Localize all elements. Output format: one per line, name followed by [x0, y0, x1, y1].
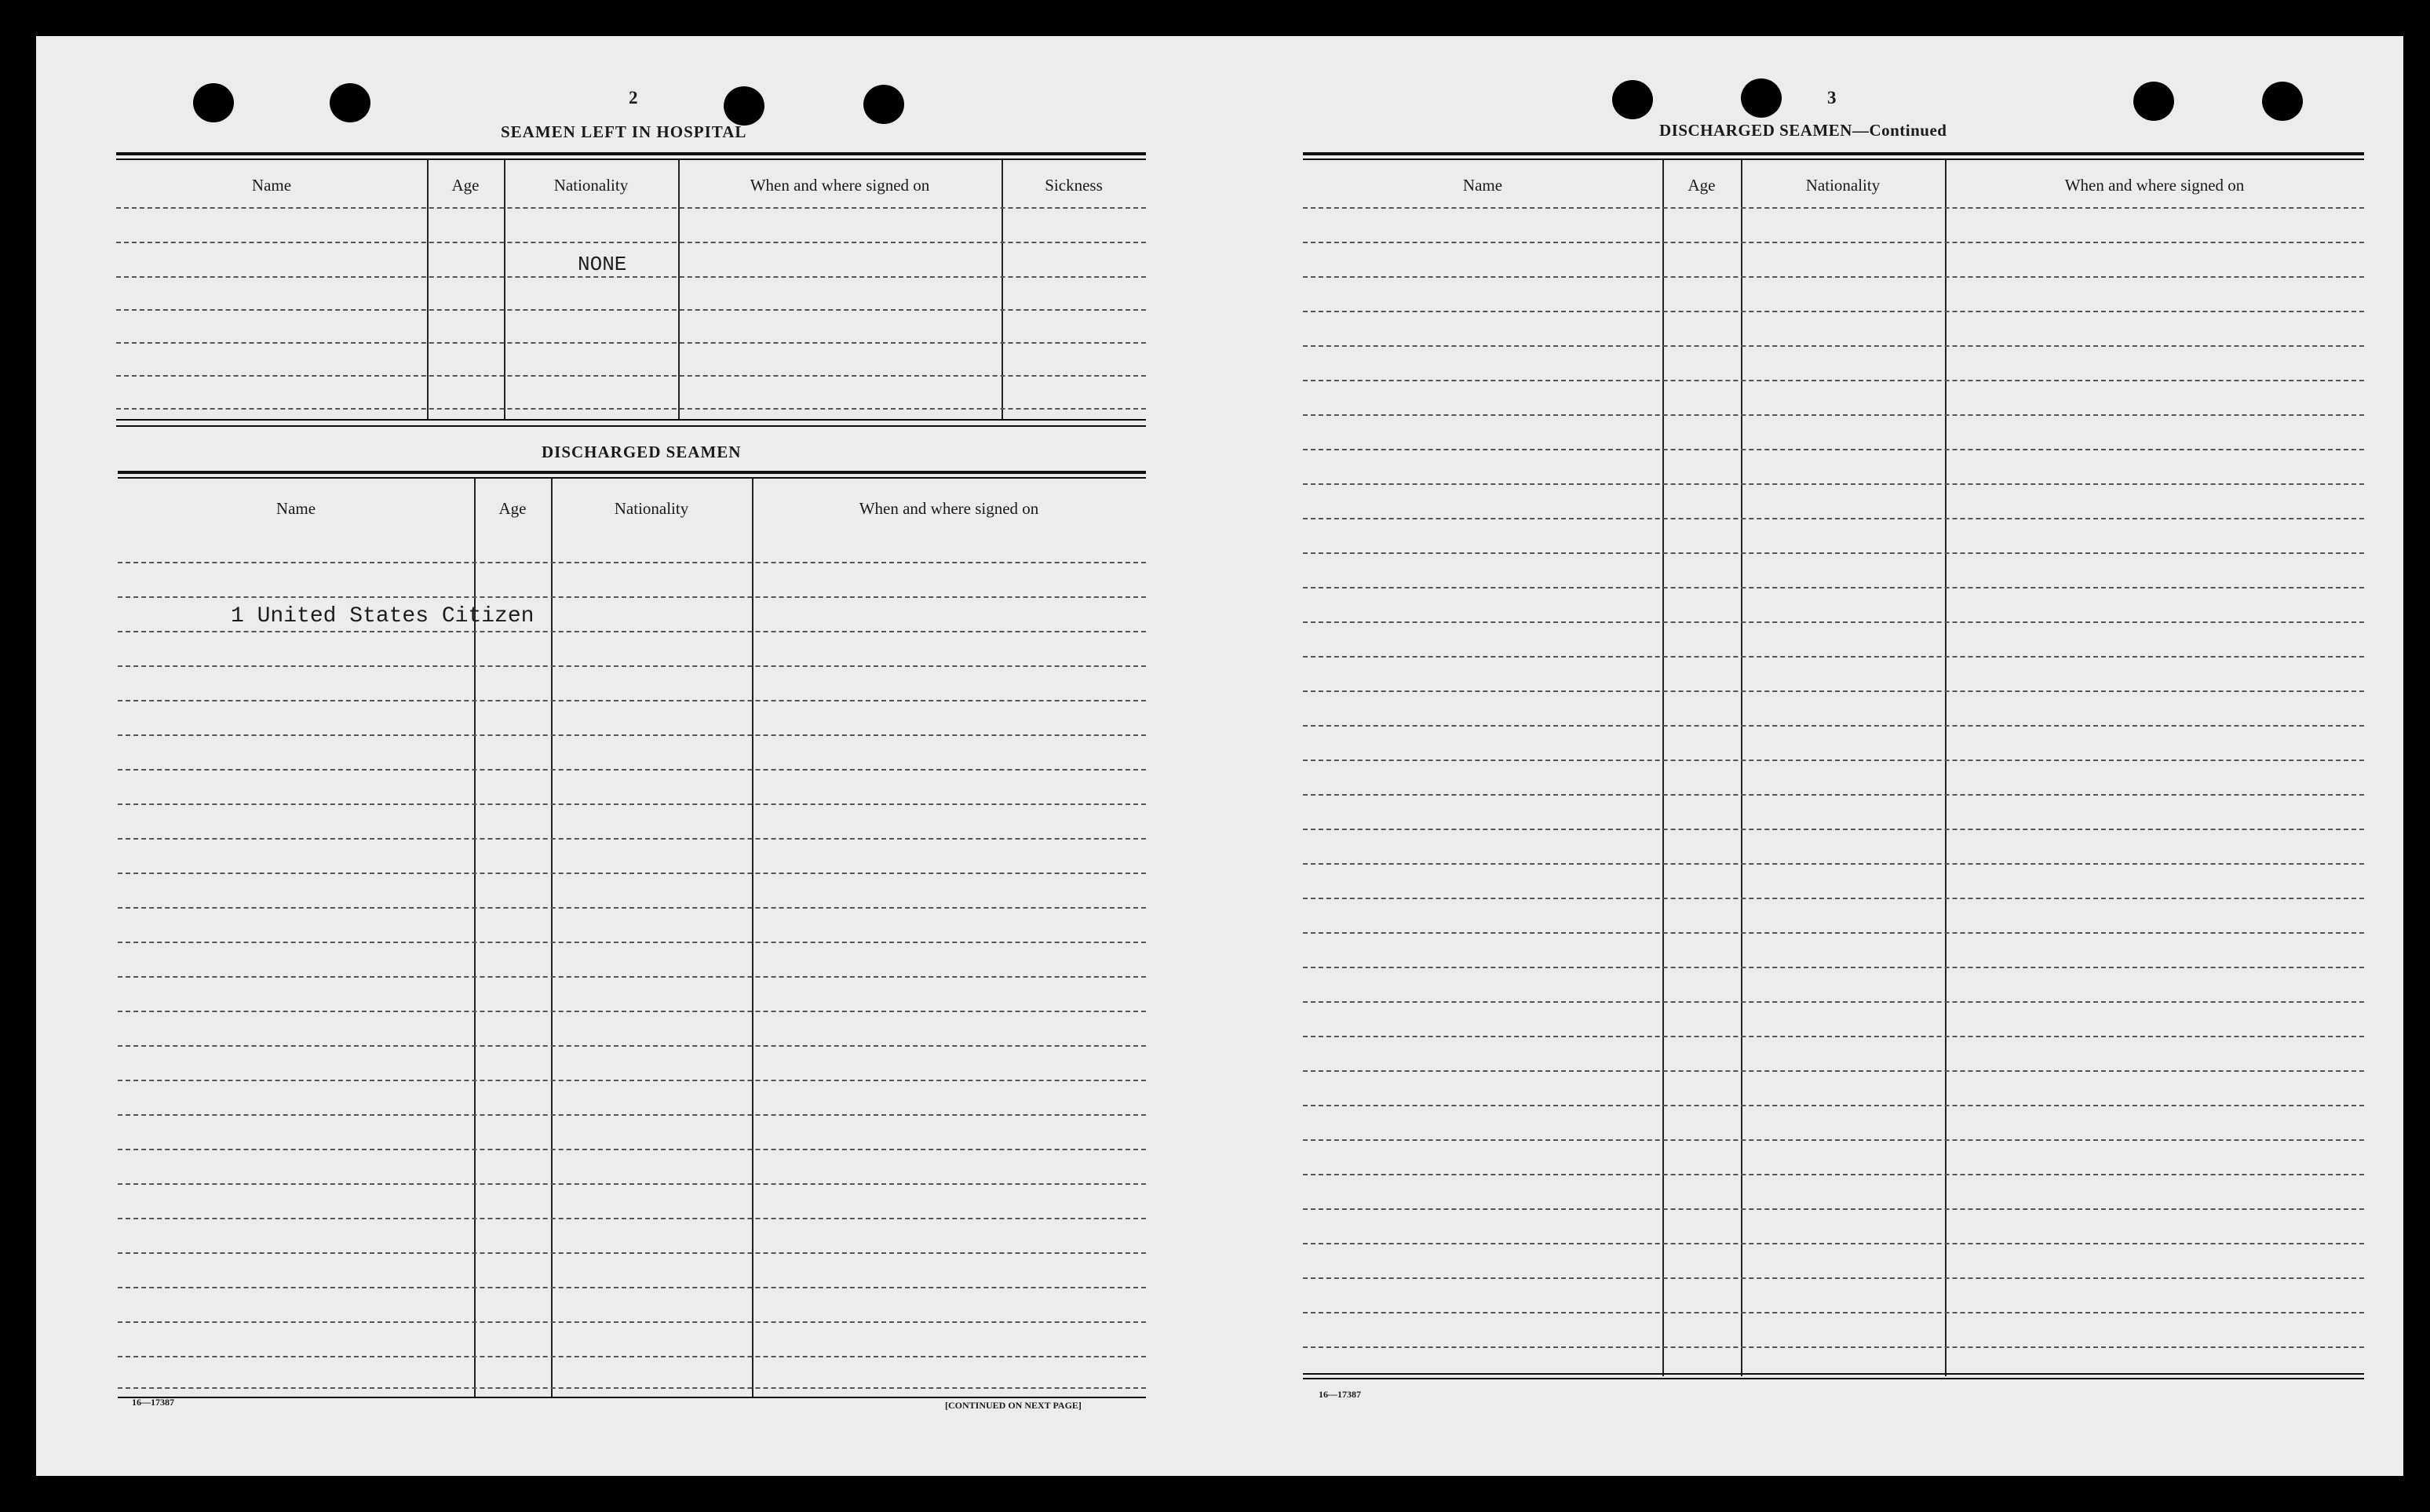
punch-hole [2133, 82, 2174, 121]
column-header: Age [451, 176, 480, 195]
column-header: Name [1462, 176, 1503, 195]
page-number: 3 [1827, 88, 1837, 107]
discharged-table [118, 471, 1146, 1412]
column-header: Nationality [1805, 176, 1881, 195]
column-header: Name [251, 176, 292, 195]
column-header: When and where signed on [2064, 176, 2245, 195]
section-title: SEAMEN LEFT IN HOSPITAL [501, 122, 747, 141]
column-header: Sickness [1045, 176, 1103, 195]
column-header: Name [275, 499, 316, 518]
punch-hole [724, 86, 764, 126]
column-header: Nationality [614, 499, 689, 518]
column-header: Age [498, 499, 527, 518]
punch-hole [2262, 82, 2303, 121]
punch-hole [1741, 78, 1782, 118]
punch-hole [863, 85, 904, 124]
column-header: When and where signed on [750, 176, 930, 195]
section-title: DISCHARGED SEAMEN—Continued [1659, 121, 1947, 140]
discharged-entry: 1 United States Citizen [231, 604, 535, 628]
hospital-table [116, 152, 1146, 458]
punch-hole [193, 83, 234, 122]
punch-hole [1612, 80, 1653, 119]
page-number: 2 [629, 88, 638, 107]
column-header: When and where signed on [859, 499, 1039, 518]
continued-note: [CONTINUED ON NEXT PAGE] [945, 1400, 1082, 1411]
form-number: 16—17387 [132, 1397, 174, 1408]
column-header: Nationality [553, 176, 629, 195]
document-sheet [36, 36, 2403, 1476]
hospital-entry: NONE [578, 253, 627, 276]
column-header: Age [1688, 176, 1716, 195]
punch-hole [330, 83, 370, 122]
form-number: 16—17387 [1319, 1389, 1361, 1400]
section-title: DISCHARGED SEAMEN [542, 443, 742, 461]
discharged-continued-table [1303, 152, 2364, 1415]
